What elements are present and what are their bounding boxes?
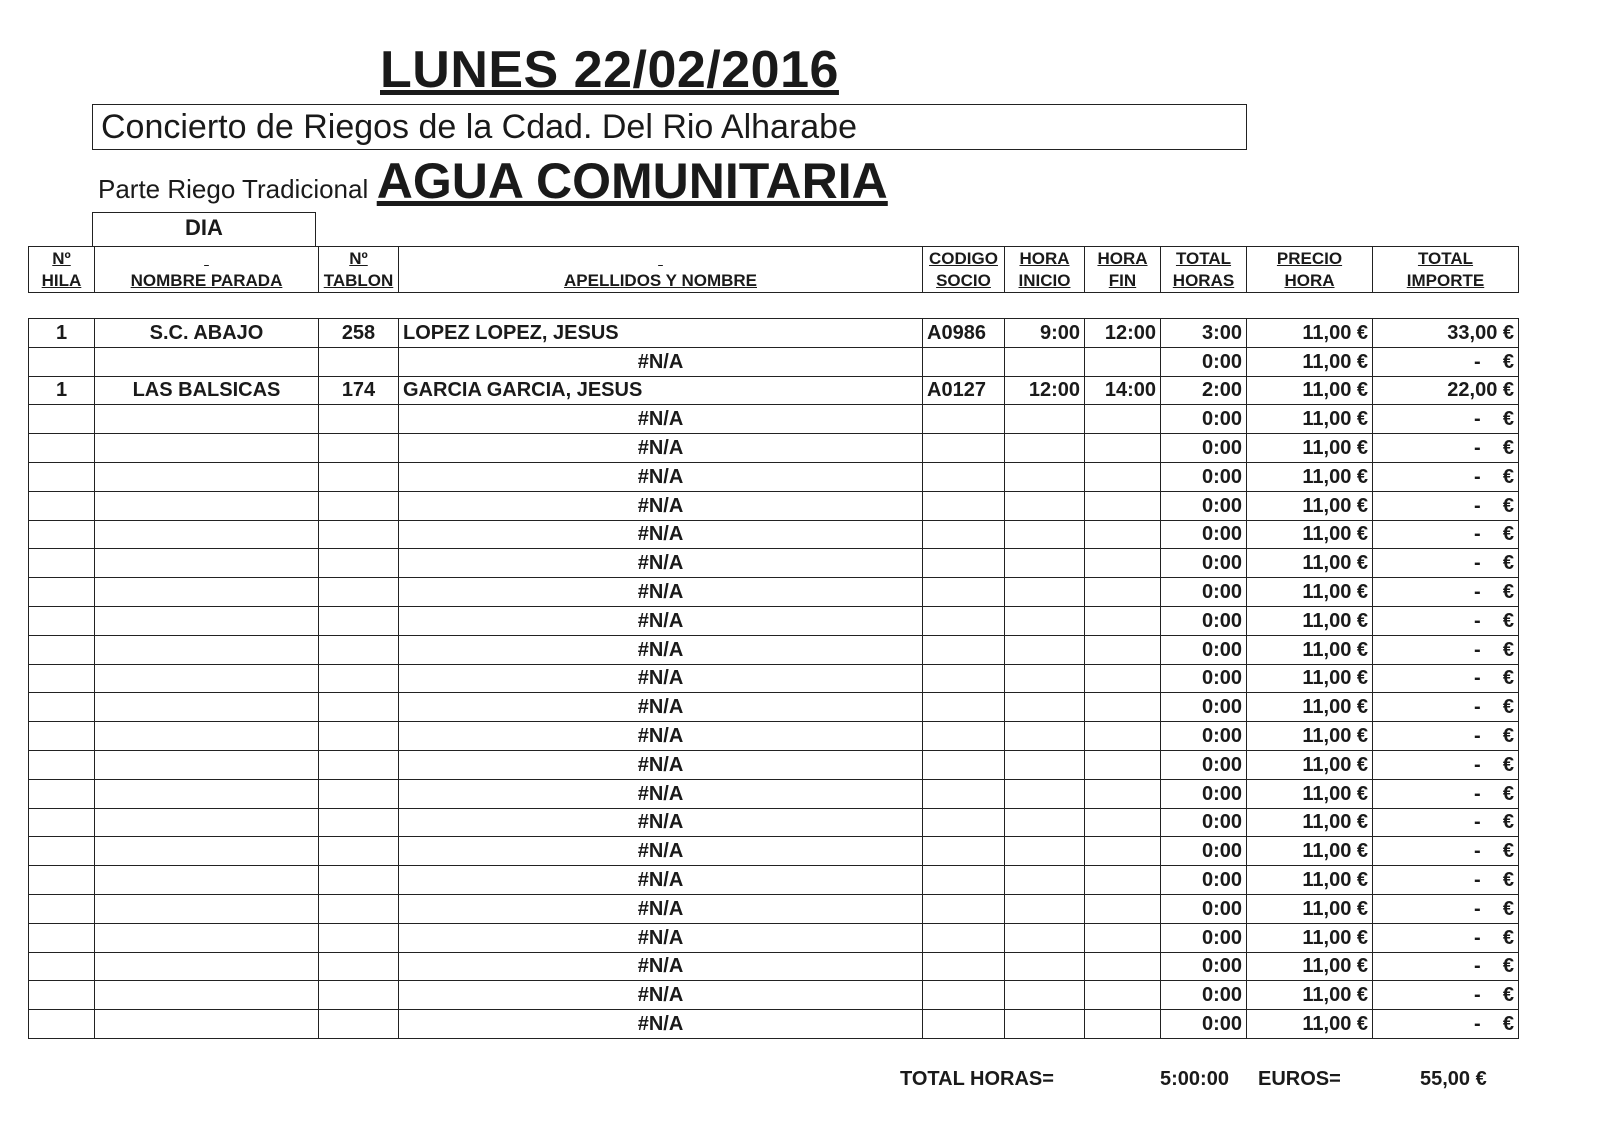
cell-hila bbox=[29, 923, 95, 952]
table-row bbox=[29, 462, 1519, 491]
cell-precio: 11,00 € bbox=[1247, 837, 1373, 866]
cell-codigo bbox=[923, 952, 1005, 981]
cell-inicio bbox=[1005, 664, 1085, 693]
cell-codigo bbox=[923, 520, 1005, 549]
cell-codigo bbox=[923, 722, 1005, 751]
cell-tablon bbox=[319, 635, 399, 664]
cell-fin bbox=[1085, 750, 1161, 779]
cell-hila: 1 bbox=[29, 319, 95, 348]
table-row bbox=[29, 319, 1519, 348]
cell-tablon bbox=[319, 578, 399, 607]
cell-tablon bbox=[319, 606, 399, 635]
cell-horas: 0:00 bbox=[1161, 664, 1247, 693]
cell-parada bbox=[95, 923, 319, 952]
cell-nombre: #N/A bbox=[399, 952, 923, 981]
cell-codigo bbox=[923, 347, 1005, 376]
cell-hila bbox=[29, 952, 95, 981]
cell-codigo bbox=[923, 606, 1005, 635]
cell-fin bbox=[1085, 952, 1161, 981]
cell-hila bbox=[29, 635, 95, 664]
table-row bbox=[29, 894, 1519, 923]
cell-hila bbox=[29, 405, 95, 434]
cell-importe: - € bbox=[1373, 405, 1519, 434]
cell-nombre: #N/A bbox=[399, 750, 923, 779]
cell-fin bbox=[1085, 462, 1161, 491]
cell-importe: - € bbox=[1373, 462, 1519, 491]
cell-hila bbox=[29, 750, 95, 779]
cell-hila bbox=[29, 434, 95, 463]
cell-codigo: A0127 bbox=[923, 376, 1005, 405]
cell-fin: 14:00 bbox=[1085, 376, 1161, 405]
cell-parada bbox=[95, 779, 319, 808]
cell-hila bbox=[29, 808, 95, 837]
cell-hila bbox=[29, 981, 95, 1010]
table-row bbox=[29, 779, 1519, 808]
col-apellidos: APELLIDOS Y NOMBRE bbox=[399, 247, 923, 293]
cell-precio: 11,00 € bbox=[1247, 952, 1373, 981]
cell-parada: LAS BALSICAS bbox=[95, 376, 319, 405]
header-table bbox=[28, 246, 1519, 293]
cell-fin bbox=[1085, 491, 1161, 520]
cell-tablon bbox=[319, 981, 399, 1010]
cell-precio: 11,00 € bbox=[1247, 693, 1373, 722]
cell-hila bbox=[29, 578, 95, 607]
cell-nombre: #N/A bbox=[399, 1010, 923, 1039]
cell-tablon bbox=[319, 347, 399, 376]
cell-inicio: 12:00 bbox=[1005, 376, 1085, 405]
cell-inicio bbox=[1005, 434, 1085, 463]
cell-horas: 0:00 bbox=[1161, 722, 1247, 751]
cell-tablon bbox=[319, 549, 399, 578]
cell-fin bbox=[1085, 923, 1161, 952]
cell-nombre: #N/A bbox=[399, 405, 923, 434]
cell-precio: 11,00 € bbox=[1247, 750, 1373, 779]
table-row bbox=[29, 347, 1519, 376]
col-parada: NOMBRE PARADA bbox=[95, 247, 319, 293]
subtitle-big: AGUA COMUNITARIA bbox=[376, 153, 888, 209]
cell-tablon bbox=[319, 664, 399, 693]
cell-importe: - € bbox=[1373, 894, 1519, 923]
cell-inicio bbox=[1005, 952, 1085, 981]
cell-inicio bbox=[1005, 462, 1085, 491]
cell-precio: 11,00 € bbox=[1247, 347, 1373, 376]
col-total-horas: TOTAL HORAS bbox=[1161, 247, 1247, 293]
cell-inicio bbox=[1005, 837, 1085, 866]
cell-horas: 0:00 bbox=[1161, 520, 1247, 549]
cell-importe: - € bbox=[1373, 750, 1519, 779]
cell-codigo bbox=[923, 837, 1005, 866]
cell-nombre: #N/A bbox=[399, 779, 923, 808]
cell-fin bbox=[1085, 866, 1161, 895]
cell-parada bbox=[95, 664, 319, 693]
cell-horas: 2:00 bbox=[1161, 376, 1247, 405]
table-row bbox=[29, 866, 1519, 895]
col-hila: Nº HILA bbox=[29, 247, 95, 293]
cell-fin bbox=[1085, 405, 1161, 434]
cell-horas: 0:00 bbox=[1161, 837, 1247, 866]
cell-inicio bbox=[1005, 405, 1085, 434]
cell-importe: - € bbox=[1373, 606, 1519, 635]
cell-parada bbox=[95, 952, 319, 981]
cell-precio: 11,00 € bbox=[1247, 606, 1373, 635]
cell-fin bbox=[1085, 1010, 1161, 1039]
cell-horas: 0:00 bbox=[1161, 894, 1247, 923]
euros-value: 55,00 € bbox=[1420, 1068, 1487, 1090]
cell-parada: S.C. ABAJO bbox=[95, 319, 319, 348]
cell-parada bbox=[95, 462, 319, 491]
cell-inicio bbox=[1005, 923, 1085, 952]
cell-precio: 11,00 € bbox=[1247, 376, 1373, 405]
cell-tablon bbox=[319, 434, 399, 463]
cell-tablon bbox=[319, 837, 399, 866]
cell-horas: 0:00 bbox=[1161, 347, 1247, 376]
col-fin: HORA FIN bbox=[1085, 247, 1161, 293]
table-row bbox=[29, 520, 1519, 549]
cell-parada bbox=[95, 693, 319, 722]
cell-tablon bbox=[319, 722, 399, 751]
cell-importe: - € bbox=[1373, 693, 1519, 722]
cell-nombre: #N/A bbox=[399, 693, 923, 722]
cell-nombre: #N/A bbox=[399, 866, 923, 895]
table-row bbox=[29, 808, 1519, 837]
cell-precio: 11,00 € bbox=[1247, 894, 1373, 923]
cell-nombre: #N/A bbox=[399, 462, 923, 491]
cell-importe: - € bbox=[1373, 923, 1519, 952]
cell-horas: 0:00 bbox=[1161, 635, 1247, 664]
cell-parada bbox=[95, 578, 319, 607]
cell-tablon bbox=[319, 866, 399, 895]
table-row bbox=[29, 722, 1519, 751]
cell-tablon bbox=[319, 405, 399, 434]
col-tablon: Nº TABLON bbox=[319, 247, 399, 293]
cell-precio: 11,00 € bbox=[1247, 1010, 1373, 1039]
cell-precio: 11,00 € bbox=[1247, 808, 1373, 837]
cell-hila bbox=[29, 722, 95, 751]
cell-nombre: LOPEZ LOPEZ, JESUS bbox=[399, 319, 923, 348]
table-row bbox=[29, 837, 1519, 866]
cell-horas: 0:00 bbox=[1161, 981, 1247, 1010]
cell-importe: - € bbox=[1373, 491, 1519, 520]
cell-fin bbox=[1085, 520, 1161, 549]
cell-codigo bbox=[923, 578, 1005, 607]
cell-nombre: #N/A bbox=[399, 578, 923, 607]
cell-horas: 0:00 bbox=[1161, 1010, 1247, 1039]
cell-nombre: GARCIA GARCIA, JESUS bbox=[399, 376, 923, 405]
cell-horas: 0:00 bbox=[1161, 462, 1247, 491]
table-row bbox=[29, 434, 1519, 463]
cell-importe: - € bbox=[1373, 952, 1519, 981]
cell-hila bbox=[29, 779, 95, 808]
cell-tablon bbox=[319, 462, 399, 491]
cell-parada bbox=[95, 837, 319, 866]
table-row bbox=[29, 578, 1519, 607]
cell-horas: 0:00 bbox=[1161, 808, 1247, 837]
cell-nombre: #N/A bbox=[399, 347, 923, 376]
cell-fin bbox=[1085, 347, 1161, 376]
cell-horas: 0:00 bbox=[1161, 549, 1247, 578]
cell-importe: - € bbox=[1373, 722, 1519, 751]
cell-codigo bbox=[923, 750, 1005, 779]
table-row bbox=[29, 491, 1519, 520]
cell-tablon bbox=[319, 1010, 399, 1039]
cell-fin bbox=[1085, 779, 1161, 808]
table-row bbox=[29, 606, 1519, 635]
cell-horas: 0:00 bbox=[1161, 693, 1247, 722]
cell-hila bbox=[29, 1010, 95, 1039]
cell-nombre: #N/A bbox=[399, 434, 923, 463]
organization-name: Concierto de Riegos de la Cdad. Del Rio Alharabe bbox=[92, 104, 1247, 150]
cell-inicio bbox=[1005, 606, 1085, 635]
cell-parada bbox=[95, 520, 319, 549]
page-title: LUNES 22/02/2016 bbox=[380, 41, 839, 99]
cell-importe: 33,00 € bbox=[1373, 319, 1519, 348]
cell-fin bbox=[1085, 606, 1161, 635]
cell-nombre: #N/A bbox=[399, 837, 923, 866]
cell-codigo bbox=[923, 405, 1005, 434]
cell-parada bbox=[95, 750, 319, 779]
cell-codigo bbox=[923, 923, 1005, 952]
cell-inicio bbox=[1005, 693, 1085, 722]
cell-tablon: 258 bbox=[319, 319, 399, 348]
cell-tablon: 174 bbox=[319, 376, 399, 405]
cell-horas: 0:00 bbox=[1161, 952, 1247, 981]
cell-precio: 11,00 € bbox=[1247, 866, 1373, 895]
cell-parada bbox=[95, 434, 319, 463]
cell-parada bbox=[95, 981, 319, 1010]
cell-codigo bbox=[923, 981, 1005, 1010]
cell-tablon bbox=[319, 750, 399, 779]
cell-nombre: #N/A bbox=[399, 808, 923, 837]
cell-inicio bbox=[1005, 981, 1085, 1010]
col-importe: TOTAL IMPORTE bbox=[1373, 247, 1519, 293]
cell-parada bbox=[95, 491, 319, 520]
cell-hila bbox=[29, 520, 95, 549]
cell-hila bbox=[29, 866, 95, 895]
cell-precio: 11,00 € bbox=[1247, 462, 1373, 491]
cell-hila bbox=[29, 347, 95, 376]
table-row bbox=[29, 664, 1519, 693]
cell-horas: 0:00 bbox=[1161, 750, 1247, 779]
cell-horas: 0:00 bbox=[1161, 434, 1247, 463]
cell-precio: 11,00 € bbox=[1247, 491, 1373, 520]
cell-precio: 11,00 € bbox=[1247, 923, 1373, 952]
cell-parada bbox=[95, 405, 319, 434]
subtitle-small: Parte Riego Tradicional bbox=[98, 174, 369, 204]
cell-nombre: #N/A bbox=[399, 894, 923, 923]
cell-importe: - € bbox=[1373, 578, 1519, 607]
cell-tablon bbox=[319, 520, 399, 549]
cell-importe: - € bbox=[1373, 434, 1519, 463]
table-row bbox=[29, 1010, 1519, 1039]
cell-codigo bbox=[923, 866, 1005, 895]
cell-parada bbox=[95, 894, 319, 923]
cell-fin bbox=[1085, 549, 1161, 578]
cell-precio: 11,00 € bbox=[1247, 779, 1373, 808]
cell-parada bbox=[95, 808, 319, 837]
cell-tablon bbox=[319, 808, 399, 837]
cell-inicio bbox=[1005, 750, 1085, 779]
cell-fin bbox=[1085, 635, 1161, 664]
cell-horas: 0:00 bbox=[1161, 923, 1247, 952]
cell-nombre: #N/A bbox=[399, 549, 923, 578]
cell-importe: - € bbox=[1373, 808, 1519, 837]
cell-tablon bbox=[319, 779, 399, 808]
cell-importe: - € bbox=[1373, 866, 1519, 895]
cell-precio: 11,00 € bbox=[1247, 549, 1373, 578]
col-inicio: HORA INICIO bbox=[1005, 247, 1085, 293]
cell-codigo bbox=[923, 491, 1005, 520]
data-table bbox=[28, 318, 1519, 1039]
cell-fin bbox=[1085, 837, 1161, 866]
cell-fin bbox=[1085, 722, 1161, 751]
table-row bbox=[29, 693, 1519, 722]
cell-fin bbox=[1085, 664, 1161, 693]
cell-horas: 0:00 bbox=[1161, 491, 1247, 520]
cell-fin bbox=[1085, 808, 1161, 837]
total-horas-value: 5:00:00 bbox=[1160, 1068, 1229, 1090]
cell-importe: - € bbox=[1373, 664, 1519, 693]
cell-hila bbox=[29, 894, 95, 923]
cell-inicio bbox=[1005, 520, 1085, 549]
cell-codigo bbox=[923, 549, 1005, 578]
cell-horas: 0:00 bbox=[1161, 606, 1247, 635]
cell-fin bbox=[1085, 578, 1161, 607]
cell-inicio bbox=[1005, 491, 1085, 520]
cell-precio: 11,00 € bbox=[1247, 664, 1373, 693]
cell-hila bbox=[29, 462, 95, 491]
cell-inicio bbox=[1005, 866, 1085, 895]
dia-label: DIA bbox=[92, 212, 316, 246]
cell-precio: 11,00 € bbox=[1247, 434, 1373, 463]
cell-fin: 12:00 bbox=[1085, 319, 1161, 348]
table-row bbox=[29, 376, 1519, 405]
cell-codigo bbox=[923, 664, 1005, 693]
cell-nombre: #N/A bbox=[399, 981, 923, 1010]
cell-inicio bbox=[1005, 808, 1085, 837]
cell-codigo bbox=[923, 894, 1005, 923]
cell-nombre: #N/A bbox=[399, 722, 923, 751]
cell-tablon bbox=[319, 693, 399, 722]
table-row bbox=[29, 981, 1519, 1010]
cell-importe: 22,00 € bbox=[1373, 376, 1519, 405]
cell-codigo bbox=[923, 779, 1005, 808]
cell-inicio bbox=[1005, 578, 1085, 607]
cell-fin bbox=[1085, 981, 1161, 1010]
cell-codigo bbox=[923, 808, 1005, 837]
cell-importe: - € bbox=[1373, 549, 1519, 578]
cell-fin bbox=[1085, 894, 1161, 923]
table-row bbox=[29, 750, 1519, 779]
cell-tablon bbox=[319, 491, 399, 520]
cell-importe: - € bbox=[1373, 981, 1519, 1010]
cell-importe: - € bbox=[1373, 837, 1519, 866]
cell-importe: - € bbox=[1373, 1010, 1519, 1039]
cell-importe: - € bbox=[1373, 779, 1519, 808]
table-row bbox=[29, 952, 1519, 981]
cell-hila bbox=[29, 606, 95, 635]
cell-precio: 11,00 € bbox=[1247, 635, 1373, 664]
cell-inicio bbox=[1005, 1010, 1085, 1039]
cell-precio: 11,00 € bbox=[1247, 405, 1373, 434]
cell-parada bbox=[95, 1010, 319, 1039]
col-precio: PRECIO HORA bbox=[1247, 247, 1373, 293]
cell-horas: 0:00 bbox=[1161, 578, 1247, 607]
table-row bbox=[29, 923, 1519, 952]
cell-nombre: #N/A bbox=[399, 606, 923, 635]
cell-fin bbox=[1085, 693, 1161, 722]
cell-hila bbox=[29, 664, 95, 693]
cell-precio: 11,00 € bbox=[1247, 578, 1373, 607]
cell-codigo bbox=[923, 1010, 1005, 1039]
cell-codigo bbox=[923, 693, 1005, 722]
cell-fin bbox=[1085, 434, 1161, 463]
cell-parada bbox=[95, 635, 319, 664]
cell-importe: - € bbox=[1373, 347, 1519, 376]
cell-nombre: #N/A bbox=[399, 491, 923, 520]
cell-hila bbox=[29, 693, 95, 722]
table-row bbox=[29, 405, 1519, 434]
cell-horas: 0:00 bbox=[1161, 405, 1247, 434]
cell-parada bbox=[95, 347, 319, 376]
total-horas-label: TOTAL HORAS= bbox=[900, 1068, 1054, 1090]
cell-inicio bbox=[1005, 779, 1085, 808]
cell-inicio bbox=[1005, 894, 1085, 923]
cell-parada bbox=[95, 549, 319, 578]
cell-inicio bbox=[1005, 549, 1085, 578]
cell-importe: - € bbox=[1373, 635, 1519, 664]
cell-horas: 3:00 bbox=[1161, 319, 1247, 348]
cell-parada bbox=[95, 866, 319, 895]
cell-nombre: #N/A bbox=[399, 635, 923, 664]
cell-precio: 11,00 € bbox=[1247, 981, 1373, 1010]
cell-inicio bbox=[1005, 347, 1085, 376]
cell-parada bbox=[95, 606, 319, 635]
cell-tablon bbox=[319, 894, 399, 923]
table-row bbox=[29, 635, 1519, 664]
subtitle bbox=[98, 152, 888, 210]
cell-precio: 11,00 € bbox=[1247, 520, 1373, 549]
cell-hila bbox=[29, 491, 95, 520]
cell-codigo: A0986 bbox=[923, 319, 1005, 348]
cell-inicio: 9:00 bbox=[1005, 319, 1085, 348]
cell-codigo bbox=[923, 462, 1005, 491]
cell-codigo bbox=[923, 635, 1005, 664]
cell-nombre: #N/A bbox=[399, 664, 923, 693]
cell-inicio bbox=[1005, 722, 1085, 751]
table-row bbox=[29, 549, 1519, 578]
cell-tablon bbox=[319, 923, 399, 952]
cell-codigo bbox=[923, 434, 1005, 463]
cell-horas: 0:00 bbox=[1161, 866, 1247, 895]
cell-horas: 0:00 bbox=[1161, 779, 1247, 808]
cell-hila bbox=[29, 549, 95, 578]
cell-hila bbox=[29, 837, 95, 866]
cell-precio: 11,00 € bbox=[1247, 319, 1373, 348]
cell-precio: 11,00 € bbox=[1247, 722, 1373, 751]
cell-inicio bbox=[1005, 635, 1085, 664]
cell-tablon bbox=[319, 952, 399, 981]
euros-label: EUROS= bbox=[1258, 1068, 1341, 1090]
cell-nombre: #N/A bbox=[399, 520, 923, 549]
cell-hila: 1 bbox=[29, 376, 95, 405]
col-codigo: CODIGO SOCIO bbox=[923, 247, 1005, 293]
cell-nombre: #N/A bbox=[399, 923, 923, 952]
cell-importe: - € bbox=[1373, 520, 1519, 549]
cell-parada bbox=[95, 722, 319, 751]
